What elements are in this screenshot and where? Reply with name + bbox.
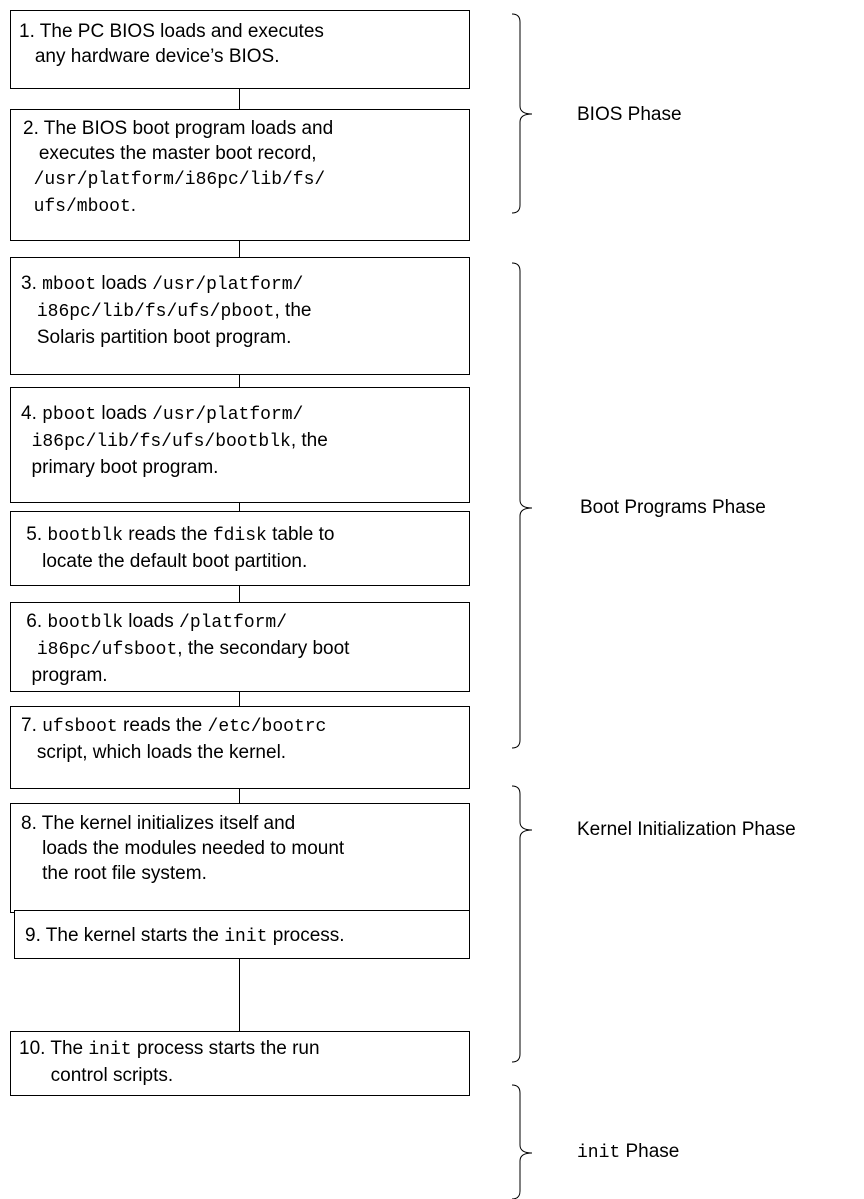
step-text-segment: 1. The PC BIOS loads and executes (19, 21, 324, 42)
step-text-segment: i86pc/ufsboot (36, 640, 178, 660)
phase-text-segment: init (577, 1143, 621, 1163)
step-text-segment: 3. (21, 273, 43, 294)
step-text-segment: fdisk (212, 526, 267, 546)
step-text-segment: process. (267, 925, 345, 946)
step-text-segment: pboot (42, 405, 97, 425)
step-text-segment: init (88, 1040, 132, 1060)
phase-label-kernel-initialization (577, 819, 796, 841)
step-text-segment: bootblk (47, 613, 124, 633)
step-text-segment: , the (290, 430, 328, 451)
step-text-segment: script, which loads the kernel. (21, 742, 287, 763)
brace-init-phase (512, 1085, 532, 1199)
step-text-segment: Solaris partition boot program. (21, 327, 292, 348)
phase-label-boot-programs (580, 497, 766, 519)
step-text-segment: process starts the run (131, 1038, 320, 1059)
step-text-segment: 7. (21, 715, 43, 736)
step-text-segment: loads (123, 611, 180, 632)
step-text-segment: primary boot program. (21, 457, 219, 478)
step-text-segment: ufs/mboot (33, 197, 131, 217)
brace-kernel-initialization-phase (512, 786, 532, 1062)
step-text-segment: /usr/platform/i86pc/lib/fs/ (33, 170, 326, 190)
step-text-segment: the root file system. (21, 863, 207, 884)
step-text-segment: 10. The (19, 1038, 89, 1059)
step-text-segment: init (224, 927, 268, 947)
step-text-segment: 2. The BIOS boot program loads and (23, 118, 334, 139)
step-text-segment: table to (266, 524, 335, 545)
step-text-segment: /usr/platform/ (152, 405, 304, 425)
step-text-segment: control scripts. (19, 1065, 174, 1086)
step-text-segment: /usr/platform/ (152, 275, 304, 295)
step-text-segment: ufsboot (42, 717, 118, 737)
phase-text-segment: BIOS Phase (577, 104, 682, 125)
step-text-segment: i86pc/lib/fs/ufs/bootblk (31, 432, 291, 452)
phase-text-segment: Kernel Initialization Phase (577, 819, 796, 840)
step-text-segment: /platform/ (179, 613, 288, 633)
phase-text-segment: Boot Programs Phase (580, 497, 766, 518)
step-text-segment: , the secondary boot (177, 638, 350, 659)
phase-text-segment: Phase (620, 1141, 680, 1162)
step-text-segment: loads (96, 403, 153, 424)
phase-label-init (577, 1141, 679, 1163)
step-text-segment: 8. The kernel initializes itself and (21, 813, 296, 834)
step-text-segment: , the (274, 300, 312, 321)
step-text-segment: any hardware device’s BIOS. (19, 46, 280, 67)
step-text-segment: /etc/bootrc (207, 717, 327, 737)
brace-boot-programs-phase (512, 263, 532, 748)
step-text-segment: bootblk (47, 526, 124, 546)
step-text-segment: loads (96, 273, 153, 294)
step-text-segment: . (130, 195, 137, 216)
step-text-segment: program. (21, 665, 108, 686)
step-text-segment: 4. (21, 403, 43, 424)
brace-bios-phase (512, 14, 532, 213)
step-text-segment: mboot (42, 275, 97, 295)
step-text-segment: reads the (117, 715, 208, 736)
step-text-segment: locate the default boot partition. (21, 551, 308, 572)
step-text-segment: 5. (21, 524, 48, 545)
step-text-segment: i86pc/lib/fs/ufs/pboot (36, 302, 275, 322)
step-text-segment: 9. The kernel starts the (25, 925, 225, 946)
phase-label-bios (577, 104, 682, 126)
step-text-segment: loads the modules needed to mount (21, 838, 345, 859)
step-text-segment: 6. (21, 611, 48, 632)
step-text-segment: executes the master boot record, (23, 143, 317, 164)
step-text-segment: reads the (123, 524, 213, 545)
